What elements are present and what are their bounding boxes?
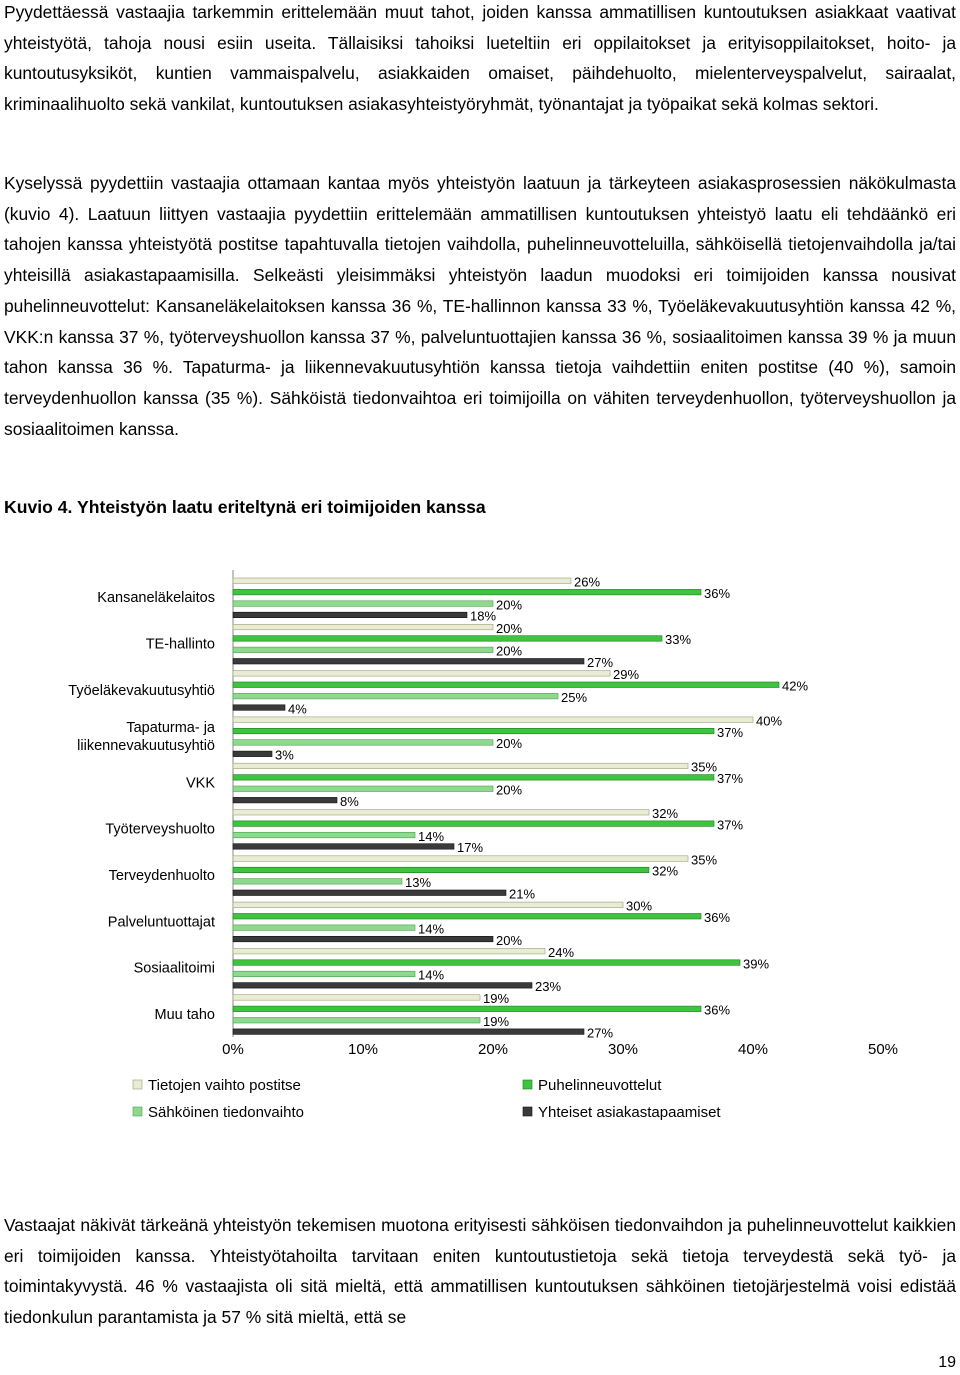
bar	[233, 1006, 701, 1012]
bar	[233, 612, 467, 618]
data-label: 37%	[717, 771, 744, 787]
category-label: liikennevakuutusyhtiö	[77, 738, 215, 755]
x-tick-label: 30%	[607, 1041, 639, 1058]
bar	[233, 995, 480, 1001]
bar	[233, 740, 493, 746]
category-label: Terveydenhuolto	[108, 867, 215, 884]
x-tick-label: 40%	[737, 1041, 769, 1058]
data-label: 30%	[626, 898, 653, 914]
bar	[233, 1029, 584, 1035]
bar	[233, 936, 493, 942]
data-label: 19%	[483, 991, 510, 1007]
legend-label: Yhteiset asiakastapaamiset	[538, 1104, 721, 1121]
body-paragraph: Kyselyssä pyydettiin vastaajia ottamaan kantaa myös yhteistyön laatuun ja tärkeyteen asiakasprosessien näkökulmasta (kuvio 4). Laatuun liittyen vastaajia pyydettiin erittelemään ammatillisen kuntoutuksen yhteistyö laatu eli tehdäänkö eri tahojen kanssa yhteistyötä postitse tapahtuvalla tietojen vaihdolla, puhelinneuvotteluilla, sähköisellä tietojenvaihdolla ja/tai yhteisillä asiakastapaamisilla. Selkeästi yleisimmäksi yhteistyön laadun muodoksi eri toimijoiden kanssa nousivat puhelinneuvottelut: Kansaneläkelaitoksen kanssa 36 %, TE-hallinnon kanssa 33 %, Työeläkevakuutusyhtiön kanssa 42 %, VKK:n kanssa 37 %, työterveyshuollon kanssa 37 %, palveluntuottajien kanssa 36 %, sosiaalitoimen kanssa 39 % ja muun tahon kanssa 36 %. Tapaturma- ja liikennevakuutusyhtiön kanssa tietoja vaihdettiin eniten postitse (40 %), samoin terveydenhuollon kanssa (35 %). Sähköistä tiedonvaihtoa eri toimijoilla on vähiten terveydenhuollon, työterveyshuollon ja sosiaalitoimen kanssa.	[4, 173, 956, 439]
bar	[233, 821, 714, 827]
data-label: 14%	[418, 921, 445, 937]
closing-paragraph: Vastaajat näkivät tärkeänä yhteistyön tekemisen muotona erityisesti sähköisen tiedonvaihdon ja puhelinneuvottelut kaikkien eri toimijoiden kanssa. Yhteistyötahoilta tarvitaan eniten kuntoutustietoja sekä tietoja terveydestä sekä työ- ja toimintakyvystä. 46 % vastaajista oli sitä mieltä, että ammatillisen kuntoutuksen sähköinen tietojärjestelmä voisi edistää tiedonkulun parantamista ja 57 % sitä mieltä, että se	[4, 1215, 956, 1328]
bar	[233, 867, 649, 873]
data-label: 33%	[665, 632, 692, 648]
data-label: 42%	[782, 678, 809, 694]
bar	[233, 971, 415, 977]
data-label: 8%	[340, 793, 359, 809]
bar	[233, 786, 493, 792]
bar	[233, 578, 571, 584]
bar	[233, 671, 610, 677]
data-label: 39%	[743, 956, 770, 972]
bar	[233, 659, 584, 665]
bar	[233, 890, 506, 896]
bar	[233, 832, 415, 838]
bar	[233, 914, 701, 920]
data-label: 20%	[496, 932, 523, 948]
bar	[233, 589, 701, 595]
data-label: 32%	[652, 806, 679, 821]
data-label: 37%	[717, 724, 744, 740]
figure-caption: Kuvio 4. Yhteistyön laatu eriteltynä eri toimijoiden kanssa	[4, 497, 486, 517]
data-label: 20%	[496, 782, 523, 798]
data-label: 29%	[613, 667, 640, 683]
bar	[233, 810, 649, 816]
data-label: 20%	[496, 736, 523, 752]
bar	[233, 751, 272, 757]
data-label: 20%	[496, 597, 523, 613]
data-label: 20%	[496, 620, 523, 636]
bar	[233, 682, 779, 688]
bar	[233, 879, 402, 885]
data-label: 32%	[652, 863, 679, 879]
bar	[233, 636, 662, 642]
legend-swatch	[523, 1107, 532, 1116]
legend-label: Tietojen vaihto postitse	[148, 1077, 301, 1094]
data-label: 13%	[405, 875, 432, 891]
data-label: 40%	[756, 713, 783, 729]
data-label: 18%	[470, 608, 497, 624]
bar	[233, 925, 415, 931]
category-label: Kansaneläkelaitos	[97, 590, 215, 607]
data-label: 20%	[496, 643, 523, 659]
bar	[233, 647, 493, 653]
bar	[233, 902, 623, 908]
bar	[233, 797, 337, 803]
bar	[233, 856, 688, 862]
intro-paragraph: Pyydettäessä vastaajia tarkemmin erittelemään muut tahot, joiden kanssa ammatillisen kuntoutuksen asiakkaat vaativat yhteistyötä, tahoja nousi esiin useita. Tällaisiksi tahoiksi lueteltiin eri oppilaitokset ja erityisoppilaitokset, hoito- ja kuntoutusyksiköt, kuntien vammaispalvelu, asiakkaiden omaiset, päihdehuolto, mielenterveyspalvelut, sairaalat, kriminaalihuolto sekä vankilat, kuntoutuksen asiakasyhteistyöryhmät, työnantajat ja työpaikat sekä kolmas sektori.	[4, 2, 956, 115]
bar	[233, 728, 714, 734]
data-label: 14%	[418, 828, 445, 844]
x-tick-label: 0%	[222, 1041, 244, 1058]
bar	[233, 844, 454, 850]
category-label: VKK	[185, 775, 215, 792]
category-label: Työeläkevakuutusyhtiö	[68, 682, 215, 699]
data-label: 25%	[561, 689, 588, 705]
bar	[233, 763, 688, 769]
x-tick-label: 10%	[347, 1041, 379, 1058]
category-label: Sosiaalitoimi	[133, 960, 215, 977]
data-label: 27%	[587, 1025, 614, 1041]
bar	[233, 983, 532, 989]
legend-label: Sähköinen tiedonvaihto	[148, 1104, 304, 1121]
category-label: Muu taho	[154, 1006, 215, 1023]
bar	[233, 1018, 480, 1024]
category-label: TE-hallinto	[145, 636, 215, 653]
data-label: 37%	[717, 817, 744, 833]
legend-swatch	[133, 1107, 142, 1116]
x-tick-label: 50%	[867, 1041, 899, 1058]
data-label: 23%	[535, 979, 562, 995]
bar	[233, 693, 558, 699]
data-label: 14%	[418, 967, 445, 983]
bar	[233, 717, 753, 723]
data-label: 27%	[587, 655, 614, 670]
bar	[233, 705, 285, 711]
page-number: 19	[938, 1354, 956, 1371]
data-label: 35%	[691, 759, 718, 775]
bar	[233, 624, 493, 630]
bar	[233, 948, 545, 954]
category-label: Työterveyshuolto	[105, 821, 215, 838]
data-label: 36%	[704, 585, 731, 601]
bar	[233, 960, 740, 966]
bar	[233, 601, 493, 607]
bar	[233, 775, 714, 781]
data-label: 36%	[704, 1002, 731, 1018]
legend-swatch	[133, 1080, 142, 1089]
category-label: Tapaturma- ja	[126, 720, 215, 737]
data-label: 19%	[483, 1014, 510, 1029]
legend-swatch	[523, 1080, 532, 1089]
collaboration-quality-chart	[0, 560, 960, 1140]
data-label: 4%	[288, 701, 307, 717]
data-label: 3%	[275, 747, 294, 763]
data-label: 24%	[548, 944, 575, 960]
data-label: 36%	[704, 910, 731, 925]
data-label: 35%	[691, 852, 718, 868]
category-label: Palveluntuottajat	[107, 914, 215, 931]
data-label: 21%	[509, 886, 536, 902]
x-tick-label: 20%	[477, 1041, 509, 1058]
data-label: 26%	[574, 574, 601, 590]
legend-label: Puhelinneuvottelut	[538, 1077, 662, 1094]
data-label: 17%	[457, 840, 484, 856]
